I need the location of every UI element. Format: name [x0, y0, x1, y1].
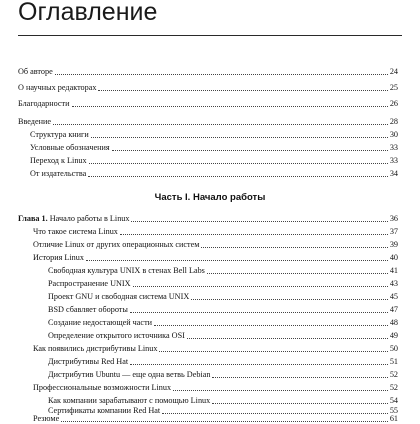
- chapter-number: Глава 1.: [18, 214, 48, 223]
- dot-leader: [89, 162, 388, 164]
- toc-entry-label: От издательства: [30, 169, 87, 178]
- toc-entry-label: Об авторе: [18, 67, 53, 76]
- toc-entry-page: 33: [389, 156, 398, 165]
- toc-entry-label: Профессиональные возможности Linux: [33, 383, 172, 392]
- toc-entry-about-author[interactable]: [0, 65, 420, 77]
- toc-entry-page: 24: [389, 67, 398, 76]
- toc-entry-distributions[interactable]: [0, 342, 420, 354]
- toc-entry-page: 48: [389, 318, 398, 327]
- toc-entry-page: 34: [389, 169, 398, 178]
- toc-chapter-title: [18, 213, 129, 224]
- toc-entry-label: Условные обозначения: [30, 143, 110, 152]
- toc-entry-bsd[interactable]: [0, 303, 420, 315]
- toc-entry-bell-labs[interactable]: [0, 264, 420, 276]
- toc-entry-label: Определение открытого источника OSI: [48, 331, 185, 340]
- dot-leader: [53, 123, 388, 125]
- toc-entry-label: Как появились дистрибутивы Linux: [33, 344, 158, 353]
- dot-leader: [187, 337, 388, 339]
- chapter-label: Начало работы в Linux: [49, 214, 130, 223]
- dot-leader: [130, 363, 388, 365]
- toc-entry-page: 39: [389, 240, 398, 249]
- toc-entry-page: 45: [389, 292, 398, 301]
- dot-leader: [201, 246, 387, 248]
- toc-entry-book-structure[interactable]: [0, 128, 420, 140]
- toc-entry-acknowledgements[interactable]: [0, 97, 420, 109]
- toc-entry-moving-to-linux[interactable]: [0, 154, 420, 166]
- toc-entry-page: 28: [389, 117, 398, 126]
- dot-leader: [191, 298, 388, 300]
- dot-leader: [154, 324, 388, 326]
- toc-entry-page: 50: [389, 344, 398, 353]
- dot-leader: [112, 149, 388, 151]
- toc-entry-summary[interactable]: [0, 412, 420, 424]
- dot-leader: [91, 136, 388, 138]
- toc-chapter-1[interactable]: [0, 212, 420, 224]
- toc-entry-label: Дистрибутивы Red Hat: [48, 357, 129, 366]
- dot-leader: [212, 376, 387, 378]
- dot-leader: [55, 73, 388, 75]
- toc-entry-page: 36: [389, 214, 398, 223]
- toc-entry-introduction[interactable]: [0, 115, 420, 127]
- toc-entry-page: 30: [389, 130, 398, 139]
- dot-leader: [86, 259, 388, 261]
- toc-entry-career[interactable]: [0, 381, 420, 393]
- toc-entry-page: 26: [389, 99, 398, 108]
- toc-entry-what-is-linux[interactable]: [0, 225, 420, 237]
- toc-entry-linux-history[interactable]: [0, 251, 420, 263]
- dot-leader: [131, 220, 387, 222]
- toc-entry-page: 51: [389, 357, 398, 366]
- toc-entry-label: Структура книги: [30, 130, 89, 139]
- toc-entry-label: Введение: [18, 117, 52, 126]
- toc-entry-label: О научных редакторах: [18, 83, 97, 92]
- dot-leader: [120, 233, 388, 235]
- toc-entry-label: Что такое система Linux: [33, 227, 118, 236]
- toc-entry-red-hat-distros[interactable]: [0, 355, 420, 367]
- dot-leader: [98, 89, 387, 91]
- dot-leader: [61, 420, 388, 422]
- toc-entry-page: 52: [389, 383, 398, 392]
- dot-leader: [159, 350, 387, 352]
- toc-entry-page: 61: [389, 414, 398, 423]
- toc-entry-label: Дистрибутив Ubuntu — еще одна ветвь Debian: [48, 370, 211, 379]
- toc-entry-label: История Linux: [33, 253, 84, 262]
- toc-entry-page: 49: [389, 331, 398, 340]
- toc-entry-unix-spread[interactable]: [0, 277, 420, 289]
- toc-entry-gnu-project[interactable]: [0, 290, 420, 302]
- toc-entry-label: Свободная культура UNIX в стенах Bell Labs: [48, 266, 205, 275]
- toc-entry-label: BSD сбавляет обороты: [48, 305, 128, 314]
- toc-entry-page: 33: [389, 143, 398, 152]
- title-divider: [18, 35, 402, 36]
- dot-leader: [173, 389, 388, 391]
- dot-leader: [72, 105, 388, 107]
- toc-entry-label: Отличие Linux от других операционных систем: [33, 240, 200, 249]
- toc-entry-page: 41: [389, 266, 398, 275]
- toc-entry-label: Распространение UNIX: [48, 279, 131, 288]
- toc-entry-ubuntu[interactable]: [0, 368, 420, 380]
- dot-leader: [133, 285, 388, 287]
- page-title: Оглавление: [18, 0, 158, 26]
- part-heading: Часть I. Начало работы: [154, 192, 266, 203]
- toc-entry-label: Благодарности: [18, 99, 70, 108]
- toc-entry-page: 54: [389, 396, 398, 405]
- toc-entry-osi-definition[interactable]: [0, 329, 420, 341]
- toc-entry-from-publisher[interactable]: [0, 167, 420, 179]
- toc-entry-page: 52: [389, 370, 398, 379]
- toc-entry-label: Создание недостающей части: [48, 318, 153, 327]
- toc-entry-label: Резюме: [33, 414, 60, 423]
- dot-leader: [130, 311, 388, 313]
- toc-entry-page: 43: [389, 279, 398, 288]
- toc-entry-conventions[interactable]: [0, 141, 420, 153]
- toc-entry-page: 25: [389, 83, 398, 92]
- toc-entry-page: 47: [389, 305, 398, 314]
- toc-entry-label: Переход к Linux: [30, 156, 87, 165]
- toc-entry-page: 55: [389, 406, 398, 415]
- toc-entry-missing-piece[interactable]: [0, 316, 420, 328]
- dot-leader: [88, 175, 388, 177]
- toc-entry-label: Проект GNU и свободная система UNIX: [48, 292, 190, 301]
- toc-entry-page: 37: [389, 227, 398, 236]
- toc-entry-about-editors[interactable]: [0, 81, 420, 93]
- toc-entry-label: Как компании зарабатывают с помощью Linux: [48, 396, 211, 405]
- toc-entry-label: Сертификаты компании Red Hat: [48, 406, 161, 415]
- dot-leader: [207, 272, 388, 274]
- toc-entry-page: 40: [389, 253, 398, 262]
- toc-entry-linux-differences[interactable]: [0, 238, 420, 250]
